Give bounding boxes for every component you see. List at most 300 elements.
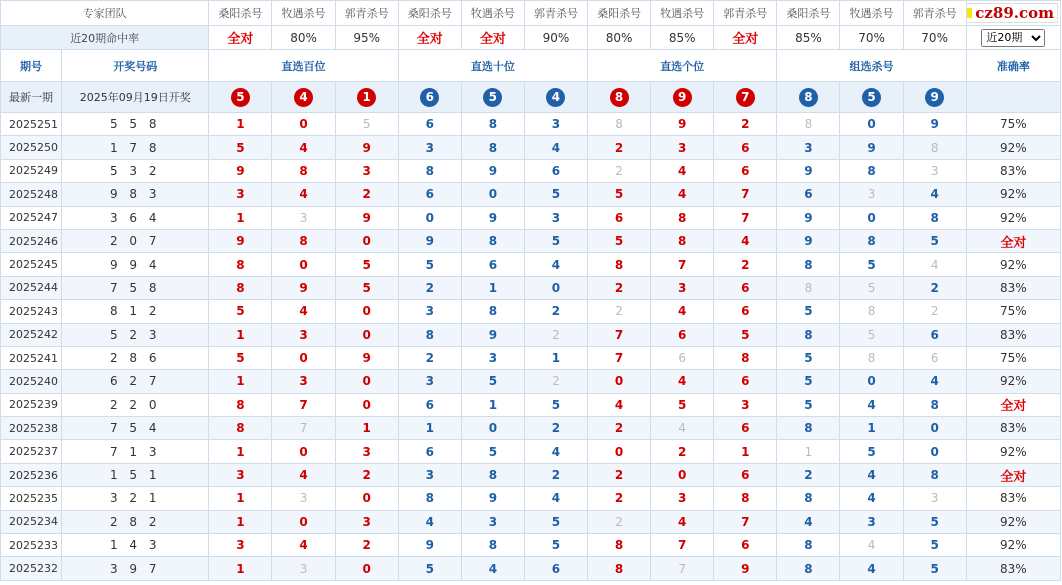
kill-number: 9 [335, 346, 398, 369]
kill-number: 1 [714, 440, 777, 463]
hit-rate-value: 全对 [461, 26, 524, 50]
kill-number: 3 [461, 346, 524, 369]
kill-number: 6 [398, 393, 461, 416]
kill-number: 5 [840, 253, 903, 276]
kill-number: 3 [272, 487, 335, 510]
kill-number: 9 [714, 557, 777, 580]
period-number: 2025248 [1, 183, 62, 206]
kill-number: 8 [461, 534, 524, 557]
kill-number: 2 [524, 463, 587, 486]
draw-numbers: 9 8 3 [62, 183, 209, 206]
draw-numbers: 5 5 8 [62, 113, 209, 136]
kill-number: 9 [461, 159, 524, 182]
expert-name: 牧遇杀号 [461, 1, 524, 26]
kill-number: 7 [651, 253, 714, 276]
kill-number: 3 [524, 113, 587, 136]
kill-number: 7 [714, 510, 777, 533]
kill-number: 9 [398, 534, 461, 557]
latest-ball-cell [588, 82, 651, 113]
kill-number: 2 [714, 113, 777, 136]
kill-number: 0 [335, 487, 398, 510]
period-number: 2025241 [1, 346, 62, 369]
kill-number: 5 [524, 183, 587, 206]
kill-number: 6 [903, 346, 966, 369]
kill-number: 8 [651, 206, 714, 229]
kill-number: 8 [588, 557, 651, 580]
kill-number: 5 [209, 346, 272, 369]
kill-number: 3 [903, 159, 966, 182]
kill-number: 2 [903, 276, 966, 299]
kill-number: 8 [461, 300, 524, 323]
kill-number: 0 [840, 206, 903, 229]
kill-number: 9 [461, 206, 524, 229]
kill-number: 5 [777, 370, 840, 393]
draw-numbers: 5 3 2 [62, 159, 209, 182]
kill-number: 4 [588, 393, 651, 416]
kill-number: 3 [335, 510, 398, 533]
kill-number: 8 [777, 557, 840, 580]
draw-numbers: 3 9 7 [62, 557, 209, 580]
kill-number: 6 [714, 463, 777, 486]
kill-number: 1 [777, 440, 840, 463]
kill-number: 4 [840, 393, 903, 416]
kill-number: 3 [840, 510, 903, 533]
kill-number: 7 [651, 557, 714, 580]
period-number: 2025236 [1, 463, 62, 486]
hit-rate-label: 近20期命中率 [1, 26, 209, 50]
kill-number: 2 [588, 276, 651, 299]
kill-number: 4 [840, 557, 903, 580]
kill-number: 6 [524, 159, 587, 182]
latest-ball-cell [714, 82, 777, 113]
kill-number: 8 [777, 113, 840, 136]
kill-number: 1 [840, 417, 903, 440]
latest-accuracy-cell [966, 82, 1060, 113]
period-number: 2025237 [1, 440, 62, 463]
kill-number: 0 [272, 113, 335, 136]
kill-number: 7 [272, 393, 335, 416]
number-ball: 9 [925, 88, 944, 107]
kill-number: 1 [461, 393, 524, 416]
hit-rate-row [1, 26, 1061, 50]
kill-number: 9 [777, 206, 840, 229]
accuracy-header: 准确率 [966, 50, 1060, 82]
kill-number: 7 [651, 534, 714, 557]
kill-number: 8 [903, 393, 966, 416]
period-number: 2025240 [1, 370, 62, 393]
kill-number: 4 [651, 183, 714, 206]
table-row [1, 229, 1061, 252]
kill-number: 2 [714, 253, 777, 276]
column-header-row [1, 50, 1061, 82]
accuracy-value: 92% [966, 136, 1060, 159]
kill-number: 4 [651, 510, 714, 533]
number-ball: 5 [862, 88, 881, 107]
kill-number: 2 [588, 510, 651, 533]
kill-number: 8 [272, 159, 335, 182]
accuracy-value: 92% [966, 183, 1060, 206]
kill-number: 0 [335, 557, 398, 580]
draw-numbers: 2 2 0 [62, 393, 209, 416]
table-row [1, 323, 1061, 346]
table-row [1, 510, 1061, 533]
draw-numbers: 1 7 8 [62, 136, 209, 159]
kill-number: 0 [524, 276, 587, 299]
table-row [1, 557, 1061, 580]
period-select-cell [966, 26, 1060, 50]
latest-ball-cell [335, 82, 398, 113]
kill-number: 1 [209, 206, 272, 229]
kill-number: 4 [272, 463, 335, 486]
kill-number: 5 [840, 323, 903, 346]
kill-number: 2 [524, 300, 587, 323]
kill-number: 0 [272, 346, 335, 369]
period-number: 2025242 [1, 323, 62, 346]
kill-number: 8 [398, 159, 461, 182]
kill-number: 0 [651, 463, 714, 486]
kill-number: 4 [272, 534, 335, 557]
kill-number: 8 [209, 393, 272, 416]
kill-number: 1 [524, 346, 587, 369]
latest-ball-cell [398, 82, 461, 113]
expert-name: 桑阳杀号 [398, 1, 461, 26]
kill-number: 8 [903, 463, 966, 486]
accuracy-value: 92% [966, 253, 1060, 276]
kill-number: 4 [651, 300, 714, 323]
kill-number: 3 [398, 136, 461, 159]
expert-name: 牧遇杀号 [840, 1, 903, 26]
table-row [1, 370, 1061, 393]
kill-number: 5 [524, 393, 587, 416]
kill-number: 5 [903, 557, 966, 580]
kill-number: 2 [398, 276, 461, 299]
kill-number: 8 [588, 113, 651, 136]
accuracy-value: 75% [966, 300, 1060, 323]
hit-rate-value: 90% [524, 26, 587, 50]
logo-cell [966, 1, 1060, 26]
kill-number: 2 [588, 136, 651, 159]
latest-ball-cell [209, 82, 272, 113]
kill-number: 6 [398, 440, 461, 463]
group-header-tens: 直选十位 [398, 50, 587, 82]
kill-number: 8 [840, 346, 903, 369]
kill-number: 0 [903, 417, 966, 440]
period-number: 2025251 [1, 113, 62, 136]
kill-number: 1 [209, 113, 272, 136]
site-logo[interactable] [966, 3, 1058, 23]
draw-numbers: 9 9 4 [62, 253, 209, 276]
table-row [1, 463, 1061, 486]
kill-number: 3 [903, 487, 966, 510]
kill-number: 4 [840, 534, 903, 557]
table-row [1, 206, 1061, 229]
table-row [1, 300, 1061, 323]
kill-number: 0 [272, 253, 335, 276]
kill-number: 1 [209, 557, 272, 580]
kill-number: 8 [777, 487, 840, 510]
kill-number: 4 [524, 487, 587, 510]
kill-number: 3 [461, 510, 524, 533]
period-number: 2025244 [1, 276, 62, 299]
kill-number: 4 [461, 557, 524, 580]
kill-number: 0 [272, 440, 335, 463]
accuracy-value: 83% [966, 276, 1060, 299]
kill-number: 8 [903, 136, 966, 159]
kill-number: 8 [209, 276, 272, 299]
kill-number: 3 [651, 136, 714, 159]
table-row [1, 276, 1061, 299]
kill-number: 2 [335, 183, 398, 206]
kill-number: 8 [588, 253, 651, 276]
period-range-select[interactable] [981, 29, 1045, 47]
kill-number: 6 [903, 323, 966, 346]
table-row [1, 487, 1061, 510]
number-ball: 7 [736, 88, 755, 107]
period-number: 2025247 [1, 206, 62, 229]
latest-ball-cell [903, 82, 966, 113]
kill-number: 6 [398, 183, 461, 206]
hit-rate-value: 80% [272, 26, 335, 50]
kill-number: 6 [714, 300, 777, 323]
hit-rate-value: 85% [651, 26, 714, 50]
draw-numbers: 7 1 3 [62, 440, 209, 463]
kill-number: 5 [524, 534, 587, 557]
kill-number: 3 [335, 440, 398, 463]
hit-rate-value: 全对 [398, 26, 461, 50]
accuracy-value: 92% [966, 534, 1060, 557]
group-header-hundreds: 直选百位 [209, 50, 398, 82]
table-row [1, 253, 1061, 276]
kill-number: 9 [335, 136, 398, 159]
latest-ball-cell [524, 82, 587, 113]
period-header: 期号 [1, 50, 62, 82]
kill-number: 3 [651, 276, 714, 299]
kill-number: 0 [461, 183, 524, 206]
kill-number: 5 [209, 136, 272, 159]
kill-number: 4 [398, 510, 461, 533]
kill-number: 2 [777, 463, 840, 486]
kill-number: 0 [335, 323, 398, 346]
kill-number: 8 [651, 229, 714, 252]
latest-ball-cell [461, 82, 524, 113]
kill-number: 3 [209, 534, 272, 557]
kill-number: 5 [777, 393, 840, 416]
accuracy-value: 92% [966, 206, 1060, 229]
latest-ball-cell [777, 82, 840, 113]
kill-number: 9 [335, 206, 398, 229]
hit-rate-value: 80% [588, 26, 651, 50]
expert-name: 桑阳杀号 [588, 1, 651, 26]
kill-number: 5 [588, 229, 651, 252]
kill-number: 5 [461, 370, 524, 393]
kill-number: 5 [714, 323, 777, 346]
expert-name: 郭青杀号 [524, 1, 587, 26]
hit-rate-value: 全对 [209, 26, 272, 50]
hit-rate-value: 70% [840, 26, 903, 50]
kill-number: 4 [272, 136, 335, 159]
kill-number: 5 [840, 440, 903, 463]
kill-number: 0 [840, 370, 903, 393]
kill-number: 7 [588, 323, 651, 346]
kill-number: 3 [398, 300, 461, 323]
kill-number: 4 [272, 183, 335, 206]
kill-number: 5 [777, 300, 840, 323]
latest-ball-cell [651, 82, 714, 113]
period-number: 2025235 [1, 487, 62, 510]
kill-number: 5 [335, 113, 398, 136]
kill-number: 1 [335, 417, 398, 440]
expert-title-row [1, 1, 1061, 26]
kill-number: 2 [903, 300, 966, 323]
kill-number: 6 [461, 253, 524, 276]
kill-number: 2 [588, 487, 651, 510]
expert-name: 桑阳杀号 [209, 1, 272, 26]
kill-number: 9 [461, 487, 524, 510]
kill-number: 8 [461, 229, 524, 252]
number-ball: 6 [420, 88, 439, 107]
kill-number: 6 [714, 417, 777, 440]
number-ball: 8 [799, 88, 818, 107]
period-number: 2025233 [1, 534, 62, 557]
kill-number: 2 [588, 159, 651, 182]
kill-number: 0 [335, 370, 398, 393]
kill-number: 5 [461, 440, 524, 463]
kill-number: 1 [209, 323, 272, 346]
kill-number: 8 [840, 159, 903, 182]
draw-numbers: 7 5 4 [62, 417, 209, 440]
kill-number: 0 [461, 417, 524, 440]
kill-number: 2 [335, 463, 398, 486]
expert-name: 郭青杀号 [903, 1, 966, 26]
kill-number: 3 [272, 557, 335, 580]
accuracy-value: 75% [966, 113, 1060, 136]
kill-number: 6 [714, 159, 777, 182]
table-row [1, 136, 1061, 159]
kill-number: 5 [524, 229, 587, 252]
kill-number: 4 [524, 440, 587, 463]
kill-number: 0 [335, 300, 398, 323]
period-number: 2025243 [1, 300, 62, 323]
kill-number: 7 [588, 346, 651, 369]
kill-number: 8 [461, 136, 524, 159]
kill-number: 9 [398, 229, 461, 252]
kill-number: 2 [524, 370, 587, 393]
hit-rate-value: 95% [335, 26, 398, 50]
period-number: 2025249 [1, 159, 62, 182]
group-header-units: 直选个位 [588, 50, 777, 82]
kill-number: 9 [903, 113, 966, 136]
kill-number: 1 [209, 487, 272, 510]
kill-number: 7 [714, 183, 777, 206]
kill-number: 1 [398, 417, 461, 440]
kill-number: 5 [588, 183, 651, 206]
kill-number: 9 [461, 323, 524, 346]
kill-number: 4 [651, 159, 714, 182]
kill-number: 3 [651, 487, 714, 510]
kill-number: 0 [588, 440, 651, 463]
expert-name: 牧遇杀号 [272, 1, 335, 26]
accuracy-value: 全对 [966, 393, 1060, 416]
kill-number: 2 [651, 440, 714, 463]
group-header-combo: 组选杀号 [777, 50, 966, 82]
kill-number: 1 [209, 440, 272, 463]
kill-number: 7 [714, 206, 777, 229]
kill-number: 5 [335, 253, 398, 276]
accuracy-value: 83% [966, 487, 1060, 510]
period-number: 2025239 [1, 393, 62, 416]
kill-number: 8 [714, 346, 777, 369]
kill-number: 2 [524, 417, 587, 440]
kill-number: 4 [840, 487, 903, 510]
kill-number: 2 [588, 463, 651, 486]
period-number: 2025246 [1, 229, 62, 252]
kill-number: 3 [209, 183, 272, 206]
draw-numbers: 7 5 8 [62, 276, 209, 299]
table-row [1, 534, 1061, 557]
kill-number: 4 [524, 136, 587, 159]
table-row [1, 183, 1061, 206]
number-ball: 8 [610, 88, 629, 107]
kill-number: 5 [903, 229, 966, 252]
draw-numbers: 6 2 7 [62, 370, 209, 393]
kill-number: 5 [903, 510, 966, 533]
kill-number: 8 [588, 534, 651, 557]
kill-number: 9 [777, 229, 840, 252]
draw-numbers: 1 4 3 [62, 534, 209, 557]
logo-text: cz89.com [975, 4, 1054, 22]
period-number: 2025238 [1, 417, 62, 440]
kill-number: 4 [651, 417, 714, 440]
table-row [1, 113, 1061, 136]
expert-name: 牧遇杀号 [651, 1, 714, 26]
number-ball: 5 [483, 88, 502, 107]
kill-number: 8 [272, 229, 335, 252]
draw-numbers: 2 0 7 [62, 229, 209, 252]
kill-number: 9 [777, 159, 840, 182]
accuracy-value: 92% [966, 440, 1060, 463]
accuracy-value: 92% [966, 510, 1060, 533]
table-row [1, 159, 1061, 182]
hit-rate-value: 70% [903, 26, 966, 50]
kill-number: 3 [398, 463, 461, 486]
kill-number: 5 [524, 510, 587, 533]
kill-number: 7 [272, 417, 335, 440]
kill-number: 4 [903, 253, 966, 276]
kill-number: 3 [840, 183, 903, 206]
kill-number: 1 [209, 510, 272, 533]
kill-number: 0 [840, 113, 903, 136]
kill-number: 6 [651, 346, 714, 369]
kill-number: 6 [588, 206, 651, 229]
kill-number: 8 [461, 463, 524, 486]
kill-number: 6 [524, 557, 587, 580]
table-row [1, 417, 1061, 440]
kill-number: 8 [777, 276, 840, 299]
accuracy-value: 83% [966, 323, 1060, 346]
kill-number: 8 [903, 206, 966, 229]
kill-number: 9 [209, 159, 272, 182]
kill-number: 2 [588, 300, 651, 323]
kill-number: 3 [777, 136, 840, 159]
kill-number: 4 [903, 183, 966, 206]
draw-numbers: 2 8 2 [62, 510, 209, 533]
number-ball: 4 [546, 88, 565, 107]
expert-name: 郭青杀号 [714, 1, 777, 26]
kill-number: 8 [777, 534, 840, 557]
kill-number: 8 [714, 487, 777, 510]
kill-number: 8 [461, 113, 524, 136]
table-row [1, 440, 1061, 463]
